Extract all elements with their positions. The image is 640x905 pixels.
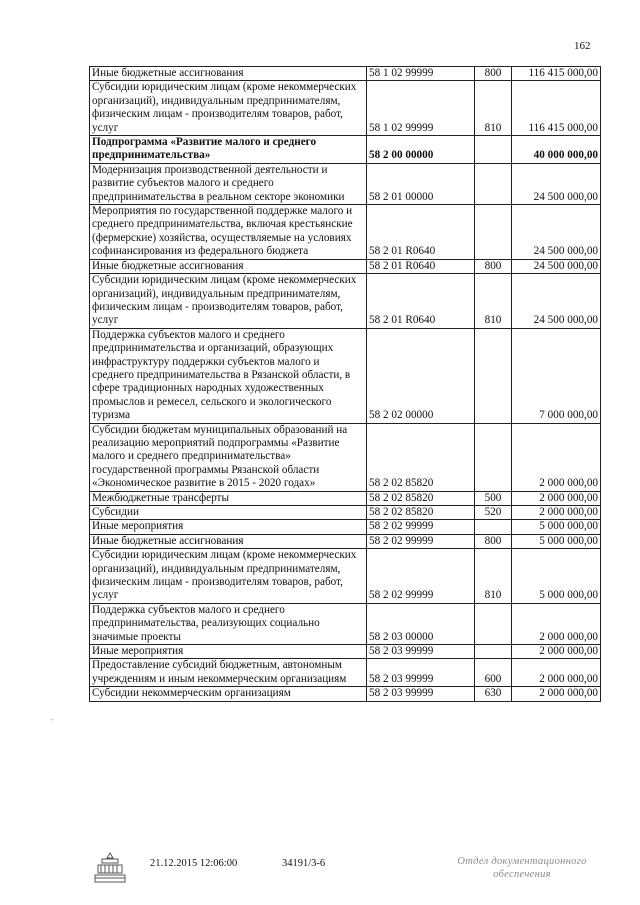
row-sum-cell: 24 500 000,00 [512,259,601,273]
row-type-cell [475,136,512,164]
row-type-cell: 600 [475,659,512,687]
row-name-cell: Субсидии юридическим лицам (кроме некоммерческих организаций), индивидуальным предпринимателям, физическим лицам - производителям товаров, работ, услуг [90,81,367,136]
table-row [90,491,601,505]
row-code-cell: 58 1 02 99999 [367,67,475,81]
row-code-cell: 58 2 02 85820 [367,423,475,491]
budget-table-body [90,67,601,702]
table-row [90,549,601,604]
row-name-cell: Иные бюджетные ассигнования [90,259,367,273]
table-row [90,274,601,329]
table-row [90,645,601,659]
row-sum-cell: 2 000 000,00 [512,659,601,687]
footer-document-number: 34191/3-6 [282,858,326,869]
page-number: 162 [574,40,591,52]
table-row [90,163,601,204]
row-code-cell: 58 2 02 99999 [367,534,475,548]
row-sum-cell: 5 000 000,00 [512,534,601,548]
row-type-cell: 500 [475,491,512,505]
row-sum-cell: 24 500 000,00 [512,205,601,260]
budget-table [89,66,601,702]
row-name-cell: Субсидии [90,506,367,520]
row-name-cell: Субсидии юридическим лицам (кроме некоммерческих организаций), индивидуальным предпринимателям, физическим лицам - производителям товаров, работ, услуг [90,274,367,329]
row-name-cell: Субсидии юридическим лицам (кроме некоммерческих организаций), индивидуальным предпринимателям, физическим лицам - производителям товаров, работ, услуг [90,549,367,604]
row-type-cell [475,163,512,204]
table-row [90,603,601,644]
row-name-cell: Поддержка субъектов малого и среднего предпринимательства, реализующих социально значимые проекты [90,603,367,644]
row-type-cell [475,328,512,423]
row-name-cell: Мероприятия по государственной поддержке малого и среднего предпринимательства, включая крестьянские (фермерские) хозяйства, осуществляемые на условиях софинансирования из федерального бюджета [90,205,367,260]
row-sum-cell: 116 415 000,00 [512,81,601,136]
table-row [90,67,601,81]
table-row [90,520,601,534]
row-code-cell: 58 2 02 85820 [367,491,475,505]
table-row [90,81,601,136]
row-code-cell: 58 2 01 R0640 [367,274,475,329]
row-code-cell: 58 2 03 99999 [367,687,475,701]
footer-datetime: 21.12.2015 12:06:00 [150,858,238,869]
row-type-cell [475,205,512,260]
coat-of-arms-icon [92,851,128,885]
row-type-cell: 520 [475,506,512,520]
margin-mark: - [50,714,53,724]
row-sum-cell: 5 000 000,00 [512,520,601,534]
table-row [90,205,601,260]
row-sum-cell: 116 415 000,00 [512,67,601,81]
row-sum-cell: 40 000 000,00 [512,136,601,164]
table-row [90,687,601,701]
row-sum-cell: 2 000 000,00 [512,491,601,505]
row-code-cell: 58 2 01 R0640 [367,205,475,260]
row-sum-cell: 7 000 000,00 [512,328,601,423]
table-row [90,506,601,520]
table-row [90,136,601,164]
row-type-cell [475,520,512,534]
row-sum-cell: 24 500 000,00 [512,163,601,204]
row-code-cell: 58 2 02 85820 [367,506,475,520]
row-name-cell: Предоставление субсидий бюджетным, автономным учреждениям и иным некоммерческим организациям [90,659,367,687]
row-type-cell: 800 [475,259,512,273]
row-type-cell: 810 [475,274,512,329]
row-code-cell: 58 2 03 99999 [367,645,475,659]
row-code-cell: 58 2 02 00000 [367,328,475,423]
row-sum-cell: 2 000 000,00 [512,687,601,701]
row-name-cell: Иные мероприятия [90,645,367,659]
row-name-cell: Иные бюджетные ассигнования [90,534,367,548]
row-code-cell: 58 2 01 R0640 [367,259,475,273]
row-sum-cell: 2 000 000,00 [512,645,601,659]
row-name-cell: Субсидии некоммерческим организациям [90,687,367,701]
row-code-cell: 58 2 03 99999 [367,659,475,687]
row-code-cell: 58 2 03 00000 [367,603,475,644]
stamp-line-1: Отдел документационного [457,856,587,867]
row-sum-cell: 24 500 000,00 [512,274,601,329]
department-stamp [447,855,597,881]
row-name-cell: Поддержка субъектов малого и среднего предпринимательства и организаций, образующих инфраструктуру поддержки субъектов малого и среднего предпринимательства в Рязанской области, в сфере традиционных народных художественных промыслов и ремесел, сельского и экологического туризма [90,328,367,423]
table-row [90,534,601,548]
stamp-line-2: обеспечения [493,869,551,880]
row-name-cell: Модернизация производственной деятельности и развитие субъектов малого и среднего предпринимательства в реальном секторе экономики [90,163,367,204]
row-type-cell [475,645,512,659]
row-type-cell: 800 [475,67,512,81]
row-code-cell: 58 2 02 99999 [367,520,475,534]
row-name-cell: Иные бюджетные ассигнования [90,67,367,81]
row-code-cell: 58 2 02 99999 [367,549,475,604]
row-sum-cell: 2 000 000,00 [512,423,601,491]
row-sum-cell: 2 000 000,00 [512,603,601,644]
row-type-cell [475,423,512,491]
table-row [90,259,601,273]
table-row [90,423,601,491]
row-sum-cell: 5 000 000,00 [512,549,601,604]
row-type-cell: 810 [475,549,512,604]
row-code-cell: 58 2 00 00000 [367,136,475,164]
row-name-cell: Субсидии бюджетам муниципальных образований на реализацию мероприятий подпрограммы «Развитие малого и среднего предпринимательства» государственной программы Рязанской области «Экономическое развитие в 2015 - 2020 годах» [90,423,367,491]
row-name-cell: Межбюджетные трансферты [90,491,367,505]
table-row [90,328,601,423]
row-name-cell: Подпрограмма «Развитие малого и среднего предпринимательства» [90,136,367,164]
row-type-cell [475,603,512,644]
row-name-cell: Иные мероприятия [90,520,367,534]
row-type-cell: 810 [475,81,512,136]
row-type-cell: 630 [475,687,512,701]
row-sum-cell: 2 000 000,00 [512,506,601,520]
row-type-cell: 800 [475,534,512,548]
table-row [90,659,601,687]
row-code-cell: 58 2 01 00000 [367,163,475,204]
row-code-cell: 58 1 02 99999 [367,81,475,136]
